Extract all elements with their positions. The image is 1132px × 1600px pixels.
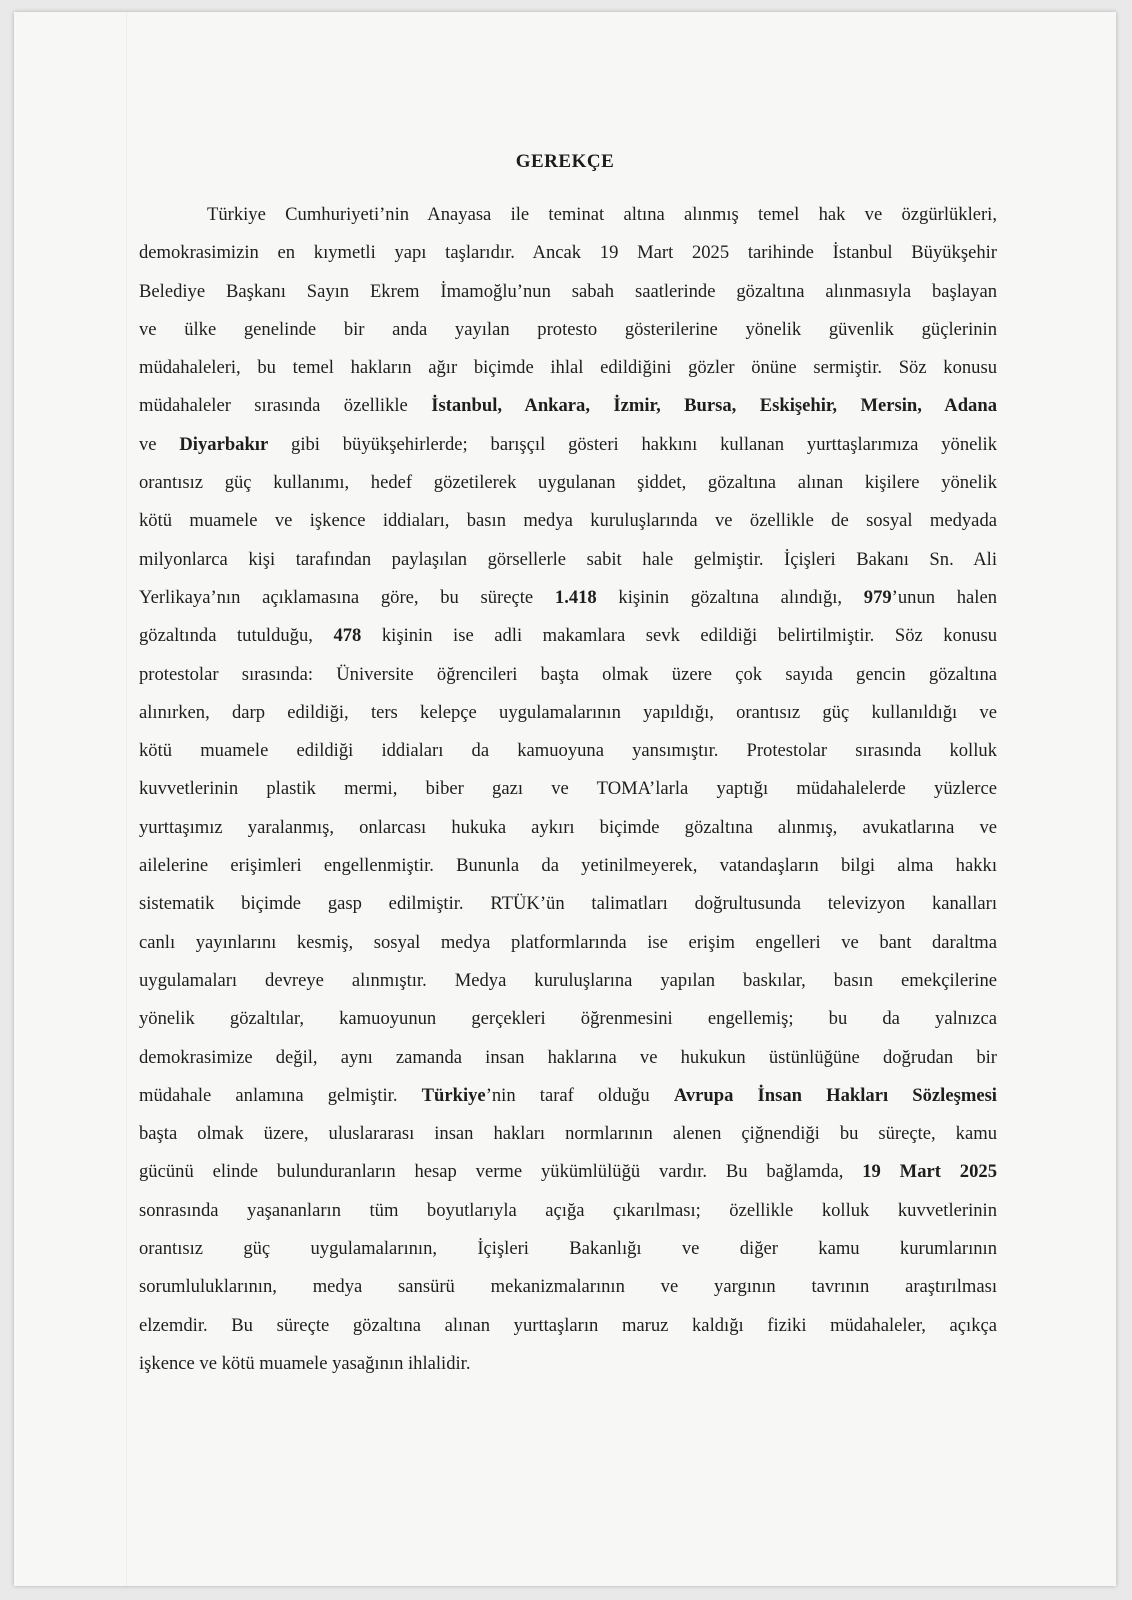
- text-line: [139, 1345, 997, 1383]
- text-line: [139, 1230, 997, 1268]
- text-segment: kişinin ise adli makamlara sevk edildiği belirtilmiştir. Söz konusu: [361, 625, 998, 647]
- text-segment: ailelerine erişimleri engellenmiştir. Bununla da yetinilmeyerek, vatandaşların bilgi alma hakkı: [139, 855, 997, 877]
- text-segment: ve ülke genelinde bir anda yayılan protesto gösterilerine yönelik güvenlik güçlerinin: [139, 318, 997, 340]
- text-line: [139, 426, 997, 464]
- text-segment: sistematik biçimde gasp edilmiştir. RTÜK’ün talimatları doğrultusunda televizyon kanalları: [139, 893, 997, 915]
- text-segment: Yerlikaya’nın açıklamasına göre, bu süreçte: [139, 586, 555, 608]
- text-line: [139, 847, 997, 885]
- text-segment: gücünü elinde bulunduranların hesap verme yükümlülüğü vardır. Bu bağlamda,: [139, 1161, 863, 1183]
- text-line: [139, 1039, 997, 1077]
- text-line: [139, 732, 997, 770]
- text-segment: kötü muamele ve işkence iddiaları, basın medya kuruluşlarında ve özellikle de sosyal medyada: [139, 510, 997, 532]
- document-title: GEREKÇE: [515, 151, 615, 172]
- text-line: [139, 464, 997, 502]
- text-segment: kişinin gözaltına alındığı,: [596, 586, 864, 608]
- text-segment: başta olmak üzere, uluslararası insan hakları normlarının alenen çiğnendiği bu süreçte, kamu: [139, 1123, 997, 1145]
- text-line: [139, 541, 997, 579]
- text-line: [139, 885, 997, 923]
- text-line: [139, 1153, 997, 1191]
- text-line: [139, 196, 997, 234]
- text-segment: müdahaleleri, bu temel hakların ağır biçimde ihlal edildiğini gözler önüne sermiştir. Söz konusu: [139, 357, 997, 379]
- text-segment: Türkiye Cumhuriyeti’nin Anayasa ile teminat altına alınmış temel hak ve özgürlükleri,: [207, 204, 997, 225]
- text-segment: müdahale anlamına gelmiştir.: [139, 1084, 422, 1106]
- bold-text-segment: Diyarbakır: [179, 433, 269, 455]
- text-line: [139, 579, 997, 617]
- text-segment: sorumluluklarının, medya sansürü mekanizmalarının ve yargının tavrının araştırılması: [139, 1276, 997, 1298]
- text-line: [139, 311, 997, 349]
- bold-text-segment: Avrupa İnsan Hakları Sözleşmesi: [673, 1084, 997, 1106]
- text-line: [139, 387, 997, 425]
- text-line: [139, 1115, 997, 1153]
- text-segment: yönelik gözaltılar, kamuoyunun gerçekleri öğrenmesini engellemiş; bu da yalnızca: [139, 1008, 997, 1030]
- text-segment: demokrasimize değil, aynı zamanda insan haklarına ve hukukun üstünlüğüne doğrudan bir: [139, 1046, 997, 1068]
- text-segment: uygulamaları devreye alınmıştır. Medya kuruluşlarına yapılan baskılar, basın emekçilerine: [139, 969, 997, 991]
- text-segment: elzemdir. Bu süreçte gözaltına alınan yurttaşların maruz kaldığı fiziki müdahaleler, açıkça: [139, 1314, 997, 1336]
- text-segment: demokrasimizin en kıymetli yapı taşlarıdır. Ancak 19 Mart 2025 tarihinde İstanbul Büyükşehir: [139, 242, 997, 264]
- text-line: [139, 1192, 997, 1230]
- text-line: [139, 1000, 997, 1038]
- text-line: [139, 234, 997, 272]
- text-segment: orantısız güç kullanımı, hedef gözetilerek uygulanan şiddet, gözaltına alınan kişilere yönelik: [139, 472, 997, 494]
- text-segment: kuvvetlerinin plastik mermi, biber gazı ve TOMA’larla yaptığı müdahalelerde yüzlerce: [139, 778, 997, 800]
- text-line: [139, 502, 997, 540]
- text-line: [139, 617, 997, 655]
- text-line: [139, 1077, 997, 1115]
- text-segment: işkence ve kötü muamele yasağının ihlalidir.: [139, 1352, 471, 1374]
- text-segment: protestolar sırasında: Üniversite öğrencileri başta olmak üzere çok sayıda gencin gözaltına: [139, 663, 997, 685]
- text-segment: Belediye Başkanı Sayın Ekrem İmamoğlu’nun sabah saatlerinde gözaltına alınmasıyla başlayan: [139, 280, 997, 302]
- text-line: [139, 809, 997, 847]
- text-line: [139, 1307, 997, 1345]
- text-segment: sonrasında yaşananların tüm boyutlarıyla açığa çıkarılması; özellikle kolluk kuvvetlerinin: [139, 1199, 997, 1221]
- text-line: [139, 349, 997, 387]
- text-segment: milyonlarca kişi tarafından paylaşılan görsellerle sabit hale gelmiştir. İçişleri Bakanı Sn. Ali: [139, 548, 997, 570]
- text-segment: ’nin taraf olduğu: [485, 1084, 674, 1106]
- text-line: [139, 962, 997, 1000]
- text-segment: gibi büyükşehirlerde; barışçıl gösteri hakkını kullanan yurttaşlarımıza yönelik: [268, 433, 997, 455]
- bold-text-segment: 979: [863, 586, 892, 608]
- bold-text-segment: 478: [333, 625, 362, 647]
- text-line: [139, 770, 997, 808]
- text-segment: ’unun halen: [891, 586, 998, 608]
- text-line: [139, 694, 997, 732]
- text-segment: kötü muamele edildiği iddiaları da kamuoyuna yansımıştır. Protestolar sırasında kolluk: [139, 740, 997, 762]
- text-segment: canlı yayınlarını kesmiş, sosyal medya platformlarında ise erişim engelleri ve bant daraltma: [139, 931, 997, 953]
- document-body-paragraph: [139, 196, 997, 1383]
- text-segment: müdahaleler sırasında özellikle: [139, 395, 432, 417]
- text-segment: ve: [139, 433, 180, 455]
- text-line: [139, 924, 997, 962]
- text-line: [139, 1268, 997, 1306]
- text-segment: yurttaşımız yaralanmış, onlarcası hukuka aykırı biçimde gözaltına alınmış, avukatlarına ve: [139, 816, 997, 838]
- bold-text-segment: Türkiye: [421, 1084, 486, 1106]
- text-segment: alınırken, darp edildiği, ters kelepçe uygulamalarının yapıldığı, orantısız güç kullanıldığı ve: [139, 701, 997, 723]
- bold-text-segment: 1.418: [554, 586, 597, 608]
- bold-text-segment: 19 Mart 2025: [862, 1161, 997, 1183]
- text-segment: orantısız güç uygulamalarının, İçişleri Bakanlığı ve diğer kamu kurumlarının: [139, 1238, 997, 1260]
- text-segment: gözaltında tutulduğu,: [139, 625, 334, 647]
- bold-text-segment: İstanbul, Ankara, İzmir, Bursa, Eskişehir, Mersin, Adana: [431, 395, 997, 417]
- text-line: [139, 656, 997, 694]
- text-line: [139, 273, 997, 311]
- document-page: [14, 12, 1116, 1586]
